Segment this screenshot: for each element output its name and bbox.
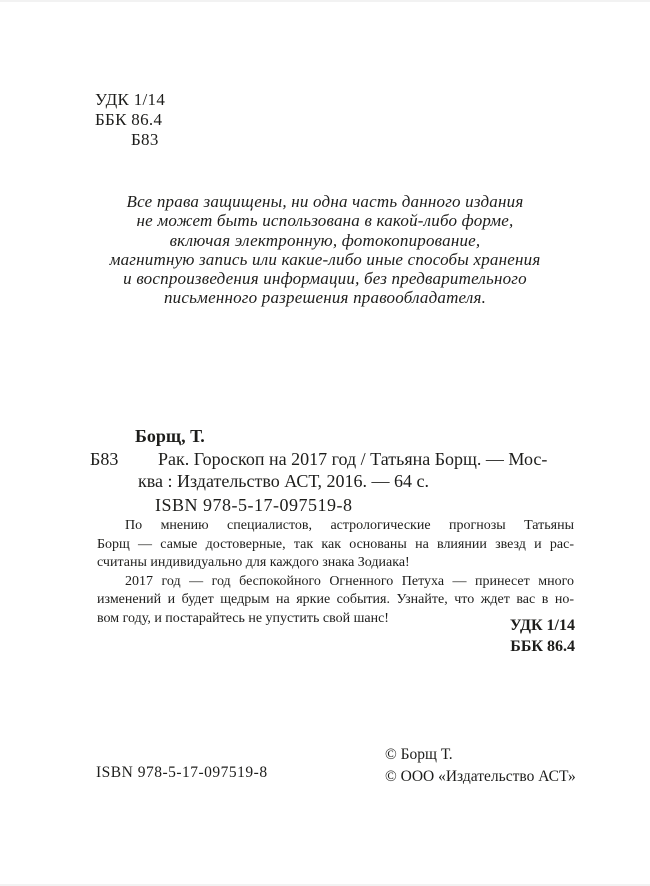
bibliographic-entry bbox=[90, 425, 575, 516]
annotation-line: По мнению специалистов, астрологические прогнозы Татьяны bbox=[125, 518, 574, 533]
udc-code: УДК 1/14 bbox=[95, 90, 166, 109]
udc-code-bold: УДК 1/14 bbox=[509, 617, 575, 634]
catalog-entry bbox=[90, 448, 575, 493]
annotation bbox=[97, 517, 574, 629]
annotation-line: считаны индивидуально для каждого знака Зодиака! bbox=[97, 555, 410, 571]
rights-notice-line: не может быть использована в какой-либо форме, bbox=[136, 211, 514, 231]
rights-notice bbox=[86, 192, 564, 308]
bbk-code-bold: ББК 86.4 bbox=[510, 637, 575, 655]
udc-bbk-block bbox=[95, 90, 165, 150]
copyright-publisher: © ООО «Издательство АСТ» bbox=[385, 767, 576, 785]
copyright-block bbox=[385, 744, 576, 787]
rights-notice-line: Все права защищены, ни одна часть данного издания bbox=[126, 192, 524, 211]
index-code: Б83 bbox=[90, 448, 119, 469]
footer-isbn: ISBN 978-5-17-097519-8 bbox=[96, 764, 268, 781]
author-heading: Борщ, Т. bbox=[135, 426, 205, 446]
udc-bbk-right-block bbox=[510, 616, 575, 657]
rights-notice-line: магнитную запись или какие-либо иные способы хранения bbox=[109, 249, 541, 269]
bbk-code: ББК 86.4 bbox=[95, 110, 163, 129]
copyright-author: © Борщ Т. bbox=[385, 746, 453, 763]
entry-line: ква : Издательство АСТ, 2016. — 64 с. bbox=[138, 471, 430, 491]
rights-notice-line: включая электронную, фотокопирование, bbox=[169, 230, 481, 250]
annotation-line: изменений и будет щедрым на яркие события. Узнайте, что ждет вас в но- bbox=[97, 592, 574, 608]
entry-line: Рак. Гороскоп на 2017 год / Татьяна Борщ. — Мос- bbox=[158, 448, 548, 469]
author-sign-code: Б83 bbox=[131, 130, 159, 149]
annotation-line: 2017 год — год беспокойного Огненного Петуха — принесет много bbox=[125, 573, 574, 589]
rights-notice-line: и воспроизведения информации, без предварительного bbox=[123, 269, 527, 289]
annotation-line: вом году, и постарайтесь не упустить свой шанс! bbox=[97, 610, 389, 626]
isbn-line: ISBN 978-5-17-097519-8 bbox=[155, 494, 353, 515]
rights-notice-line: письменного разрешения правообладателя. bbox=[163, 288, 487, 308]
entry-text bbox=[138, 448, 575, 493]
annotation-line: Борщ — самые достоверные, так как основаны на влиянии звезд и рас- bbox=[97, 536, 574, 552]
